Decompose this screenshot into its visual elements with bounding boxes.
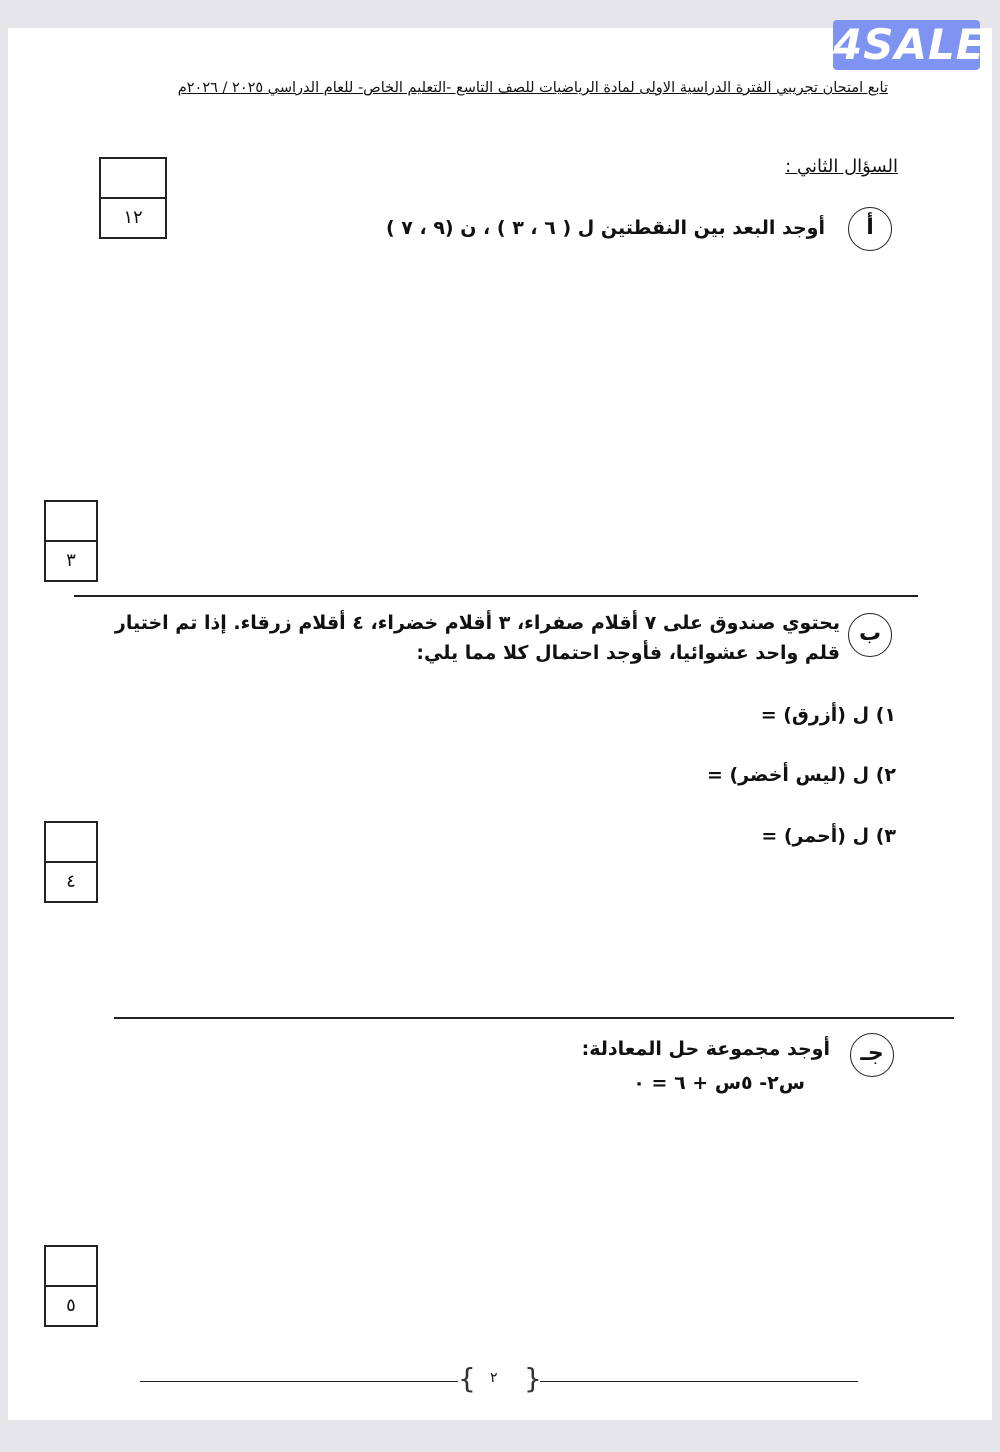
part-c-mark-box: [44, 1245, 98, 1327]
total-mark: ١٢: [123, 207, 143, 228]
footer-line-left: [140, 1381, 458, 1382]
4sale-logo: 4SALE: [833, 20, 986, 69]
total-mark-box: [99, 157, 167, 239]
part-a-mark: ٣: [66, 550, 76, 571]
footer-line-right: [540, 1381, 858, 1382]
part-b-item-3: ٣) ل (أحمر) =: [761, 825, 896, 847]
part-b-line2: قلم واحد عشوائيا، فأوجد احتمال كلا مما يلي:: [416, 642, 840, 664]
question-title: السؤال الثاني :: [785, 156, 898, 177]
page-number: ٢: [490, 1370, 498, 1386]
page-header: تابع امتحان تجريبي الفترة الدراسية الاولى لمادة الرياضيات للصف التاسع -التعليم الخاص- للعام الدراسي ٢٠٢٥ / ٢٠٢٦م: [177, 80, 888, 96]
part-b-mark-box: [44, 821, 98, 903]
part-a-text: أوجد البعد بين النقطتين ل ( ٦ ، ٣ ) ، ن (٩ ، ٧ ): [385, 217, 825, 239]
part-a-mark-box: [44, 500, 98, 582]
part-c-mark: ٥: [66, 1295, 76, 1316]
footer-bracket-right: }: [524, 1362, 542, 1395]
part-b-mark: ٤: [66, 871, 76, 892]
part-c-text: أوجد مجموعة حل المعادلة:: [581, 1038, 830, 1060]
part-b-item-1: ١) ل (أزرق) =: [760, 704, 896, 726]
part-b-line1: يحتوي صندوق على ٧ أقلام صفراء، ٣ أقلام خضراء، ٤ أقلام زرقاء. إذا تم اختيار: [114, 612, 840, 634]
divider: [74, 595, 918, 597]
part-b-item-2: ٢) ل (ليس أخضر) =: [706, 764, 896, 786]
part-a-label: أ: [848, 207, 892, 251]
divider: [114, 1017, 954, 1019]
part-c-equation: س٢- ٥س + ٦ = ٠: [633, 1072, 805, 1094]
part-b-label: ب: [848, 613, 892, 657]
part-c-label: جـ: [850, 1033, 894, 1077]
footer-bracket-left: {: [458, 1362, 476, 1395]
